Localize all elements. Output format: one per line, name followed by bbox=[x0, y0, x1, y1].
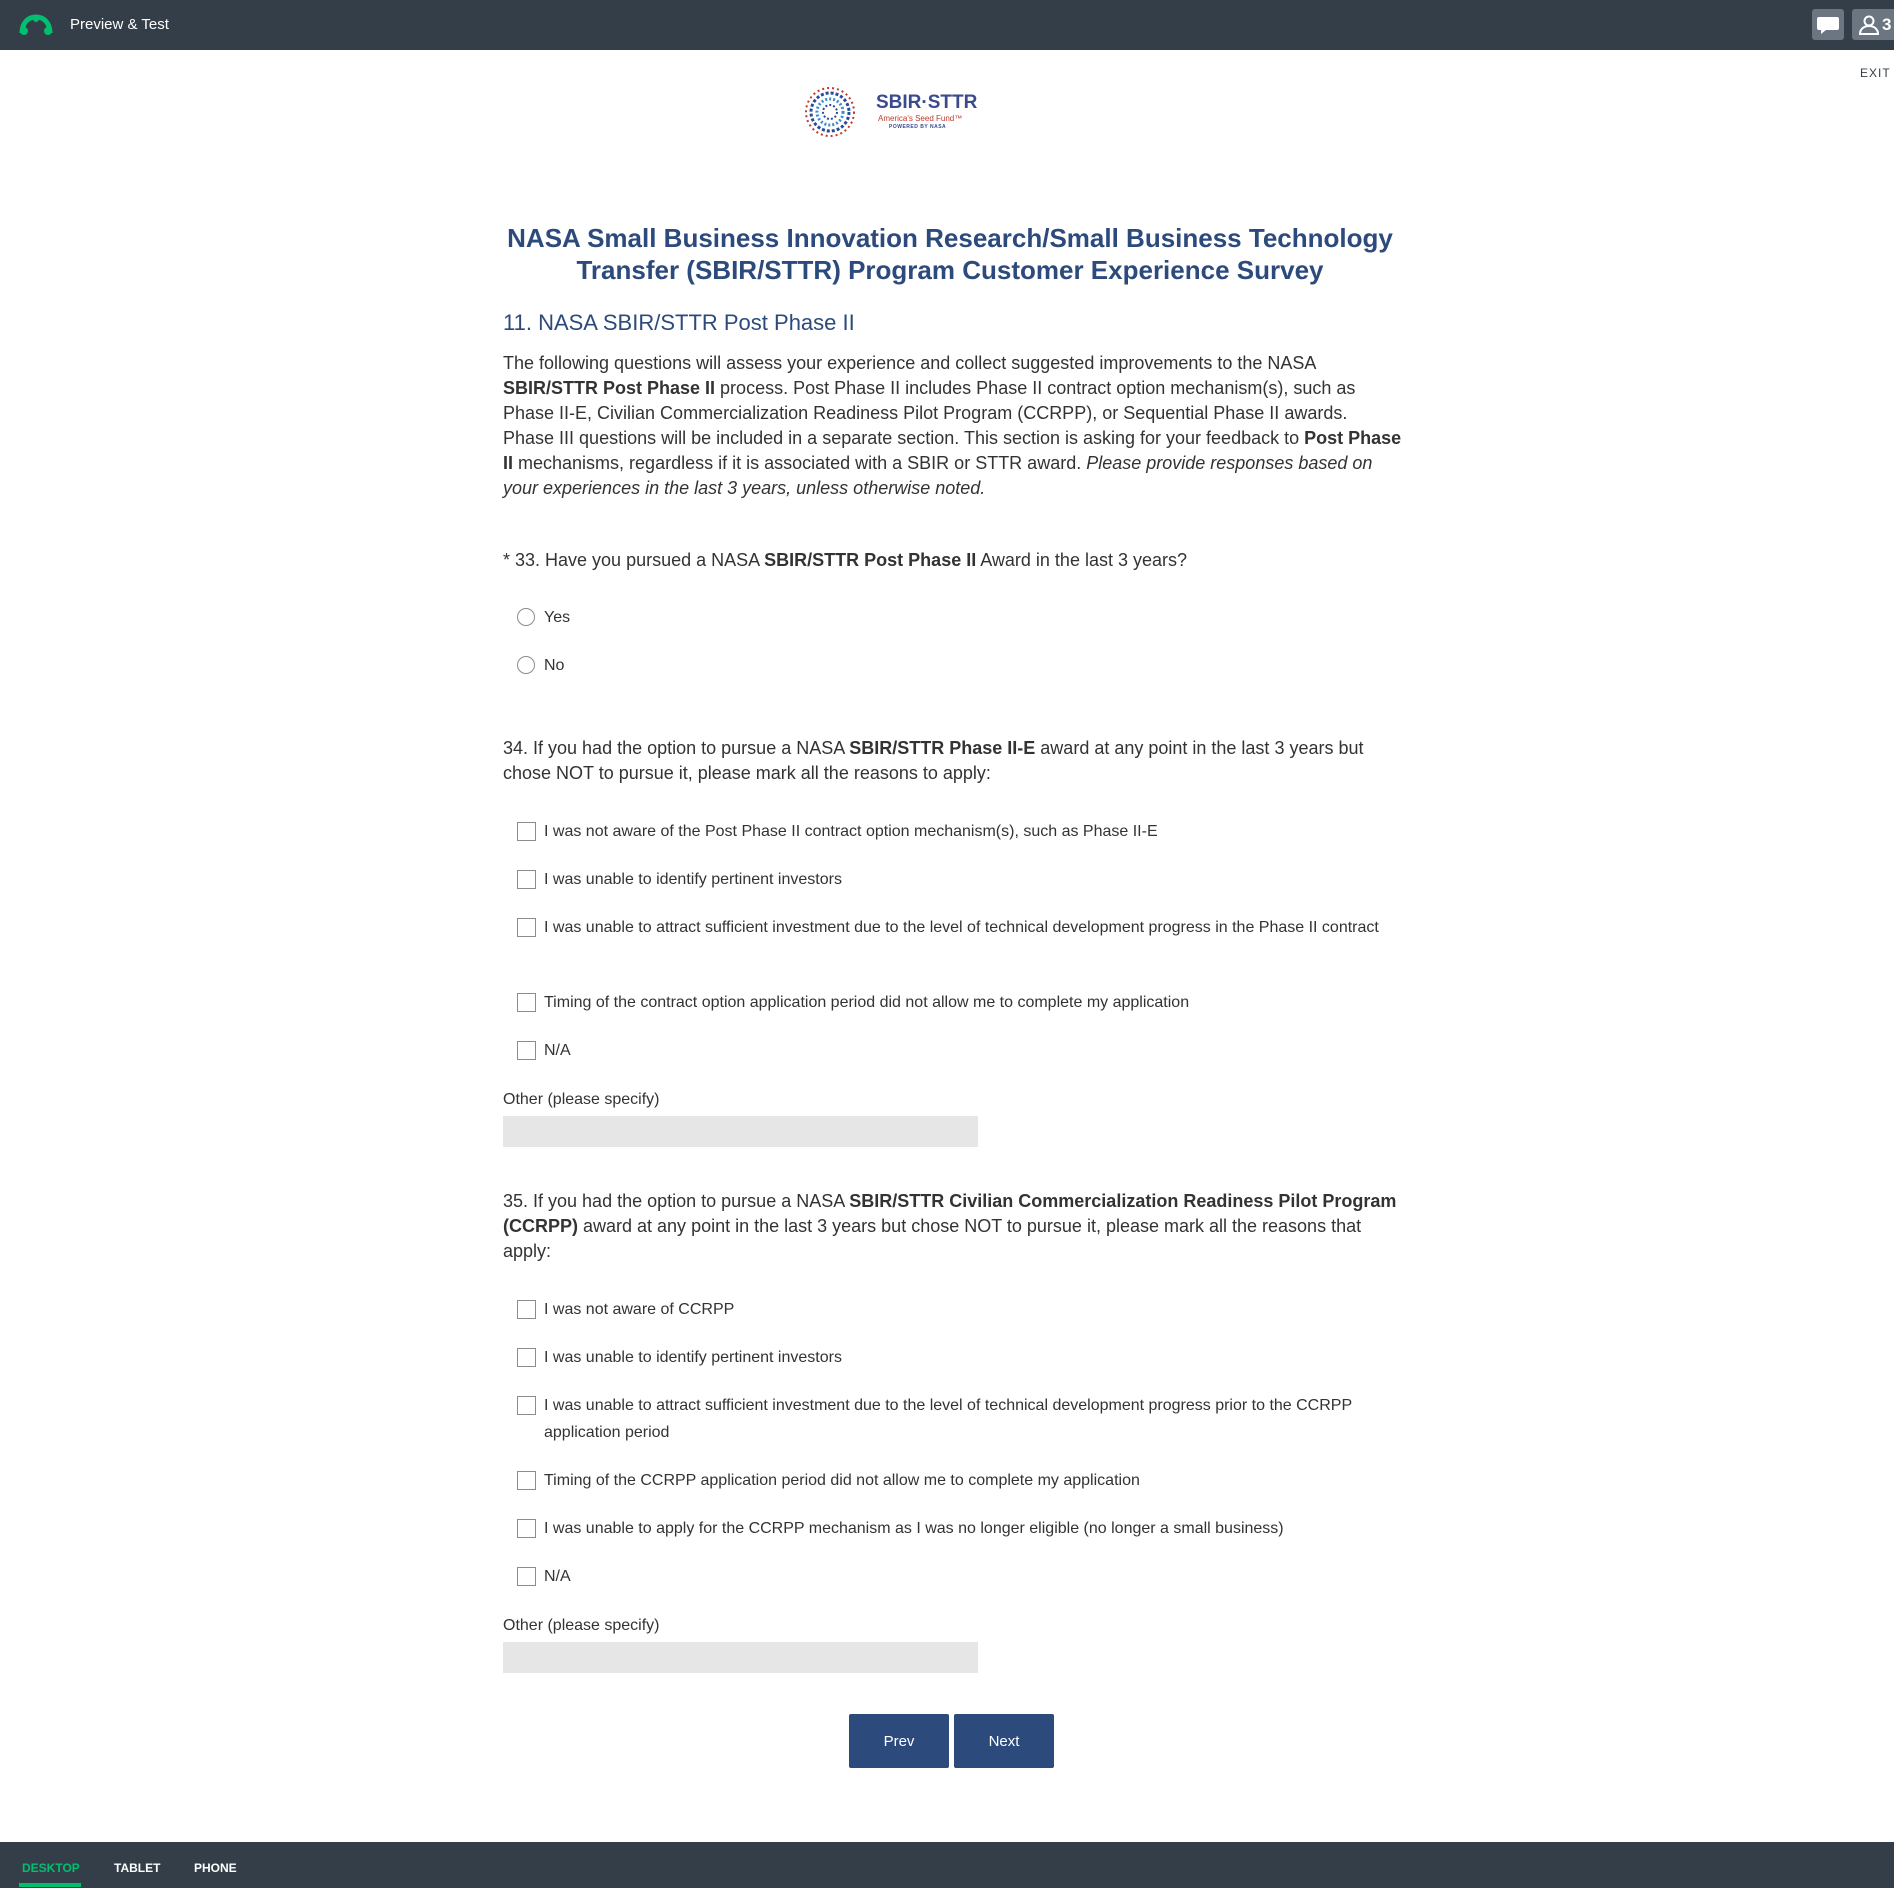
checkbox[interactable] bbox=[517, 918, 536, 937]
q35-option[interactable] bbox=[517, 1296, 1397, 1323]
intro-bold: Post Phase II bbox=[503, 428, 1402, 473]
device-tab-desktop[interactable]: DESKTOP bbox=[22, 1861, 80, 1875]
option-label: I was not aware of CCRPP bbox=[544, 1301, 735, 1318]
intro-bold: SBIR/STTR Post Phase II bbox=[503, 378, 716, 398]
checkbox[interactable] bbox=[517, 1519, 536, 1538]
collaborators-button[interactable] bbox=[1852, 9, 1894, 40]
q34-option[interactable] bbox=[517, 914, 1397, 941]
question-text: 34. If you had the option to pursue a NASA bbox=[503, 738, 850, 758]
question-text: 35. If you had the option to pursue a NASA bbox=[503, 1191, 850, 1211]
checkbox[interactable] bbox=[517, 1396, 536, 1415]
question-bold: SBIR/STTR Phase II-E bbox=[849, 738, 1036, 758]
option-label: Yes bbox=[544, 609, 571, 626]
exit-link[interactable]: EXIT bbox=[1860, 66, 1891, 80]
radio-button[interactable] bbox=[517, 656, 535, 674]
top-bar bbox=[0, 0, 1894, 50]
checkbox[interactable] bbox=[517, 993, 536, 1012]
option-label: Timing of the CCRPP application period did not allow me to complete my application bbox=[544, 1472, 1140, 1489]
q34-other-label: Other (please specify) bbox=[503, 1091, 660, 1108]
device-tab-phone[interactable]: PHONE bbox=[194, 1861, 237, 1875]
question-bold: SBIR/STTR Civilian Commercialization Readiness Pilot Program (CCRPP) bbox=[503, 1191, 1397, 1236]
intro-italic: Please provide responses based on your experiences in the last 3 years, unless otherwise noted. bbox=[503, 453, 1373, 498]
question-bold: SBIR/STTR Post Phase II bbox=[764, 550, 977, 570]
option-label: I was unable to attract sufficient investment due to the level of technical development progress in the Phase II contract bbox=[544, 919, 1379, 936]
question-text: Award in the last 3 years? bbox=[976, 550, 1188, 570]
q35-option[interactable] bbox=[517, 1515, 1397, 1542]
brand-name: SBIR·STTR bbox=[876, 92, 978, 113]
survey-title-line1: NASA Small Business Innovation Research/Small Business Technology bbox=[507, 223, 1393, 253]
option-label: I was unable to identify pertinent investors bbox=[544, 1349, 842, 1366]
page-intro bbox=[503, 351, 1403, 501]
preview-test-title: Preview & Test bbox=[70, 16, 169, 33]
intro-text: process. Post Phase II includes Phase II contract option mechanism(s), such as Phase II-E, Civilian Commercialization Readiness Pilot Program (CCRPP), or Sequential Phase II awards. Phase III questions will be included in a separate section. This section is asking for your feedback to bbox=[503, 378, 1356, 448]
collaborators-count: 3 bbox=[1882, 15, 1892, 34]
option-label: N/A bbox=[544, 1568, 571, 1585]
question-33 bbox=[503, 548, 1403, 573]
sbir-starburst-icon bbox=[800, 84, 860, 140]
option-label: I was unable to identify pertinent investors bbox=[544, 871, 842, 888]
question-text: award at any point in the last 3 years but chose NOT to pursue it, please mark all the reasons to apply: bbox=[503, 738, 1364, 783]
q35-option[interactable] bbox=[517, 1467, 1397, 1494]
device-preview-bar bbox=[0, 1842, 1894, 1888]
option-label: I was unable to apply for the CCRPP mechanism as I was no longer eligible (no longer a small business) bbox=[544, 1520, 1284, 1537]
q33-option-yes[interactable] bbox=[517, 604, 1397, 631]
q35-option-na[interactable] bbox=[517, 1563, 1397, 1590]
surveymonkey-logo-icon[interactable] bbox=[18, 11, 54, 39]
checkbox[interactable] bbox=[517, 1300, 536, 1319]
q34-option[interactable] bbox=[517, 866, 1397, 893]
brand-tagline: America's Seed Fund™ bbox=[878, 114, 963, 123]
question-34 bbox=[503, 736, 1403, 786]
intro-text: The following questions will assess your experience and collect suggested improvements to the NASA bbox=[503, 353, 1316, 373]
q35-other-input[interactable] bbox=[503, 1642, 978, 1673]
radio-button[interactable] bbox=[517, 608, 535, 626]
comments-button[interactable] bbox=[1812, 9, 1844, 40]
q35-option[interactable] bbox=[517, 1392, 1397, 1446]
intro-text: mechanisms, regardless if it is associated with a SBIR or STTR award. bbox=[513, 453, 1087, 473]
checkbox[interactable] bbox=[517, 1471, 536, 1490]
survey-title bbox=[503, 222, 1397, 286]
comment-icon bbox=[1812, 9, 1844, 40]
checkbox[interactable] bbox=[517, 822, 536, 841]
option-label: Timing of the contract option application period did not allow me to complete my application bbox=[544, 994, 1190, 1011]
option-label: I was unable to attract sufficient investment due to the level of technical development progress prior to the CCRPP application period bbox=[544, 1397, 1352, 1441]
next-button[interactable]: Next bbox=[954, 1714, 1054, 1768]
brand-powered-by: POWERED BY NASA bbox=[889, 124, 947, 130]
prev-button[interactable]: Prev bbox=[849, 1714, 949, 1768]
q33-option-no[interactable] bbox=[517, 652, 1397, 679]
sbir-sttr-logo bbox=[800, 84, 990, 144]
option-label: I was not aware of the Post Phase II contract option mechanism(s), such as Phase II-E bbox=[544, 823, 1158, 840]
q34-option[interactable] bbox=[517, 989, 1397, 1016]
user-icon bbox=[1858, 14, 1880, 36]
device-tab-tablet[interactable]: TABLET bbox=[114, 1861, 161, 1875]
question-text: * 33. Have you pursued a NASA bbox=[503, 550, 765, 570]
question-text: award at any point in the last 3 years but chose NOT to pursue it, please mark all the reasons that apply: bbox=[503, 1216, 1362, 1261]
page-heading: 11. NASA SBIR/STTR Post Phase II bbox=[503, 310, 855, 335]
survey-title-line2: Transfer (SBIR/STTR) Program Customer Experience Survey bbox=[576, 255, 1324, 285]
active-tab-indicator bbox=[19, 1883, 81, 1887]
q35-option[interactable] bbox=[517, 1344, 1397, 1371]
question-35 bbox=[503, 1189, 1403, 1264]
option-label: No bbox=[544, 657, 565, 674]
option-label: N/A bbox=[544, 1042, 571, 1059]
checkbox[interactable] bbox=[517, 1567, 536, 1586]
checkbox[interactable] bbox=[517, 870, 536, 889]
q34-other-input[interactable] bbox=[503, 1116, 978, 1147]
q34-option-na[interactable] bbox=[517, 1037, 1397, 1064]
q34-option[interactable] bbox=[517, 818, 1397, 845]
checkbox[interactable] bbox=[517, 1041, 536, 1060]
checkbox[interactable] bbox=[517, 1348, 536, 1367]
q35-other-label: Other (please specify) bbox=[503, 1617, 660, 1634]
